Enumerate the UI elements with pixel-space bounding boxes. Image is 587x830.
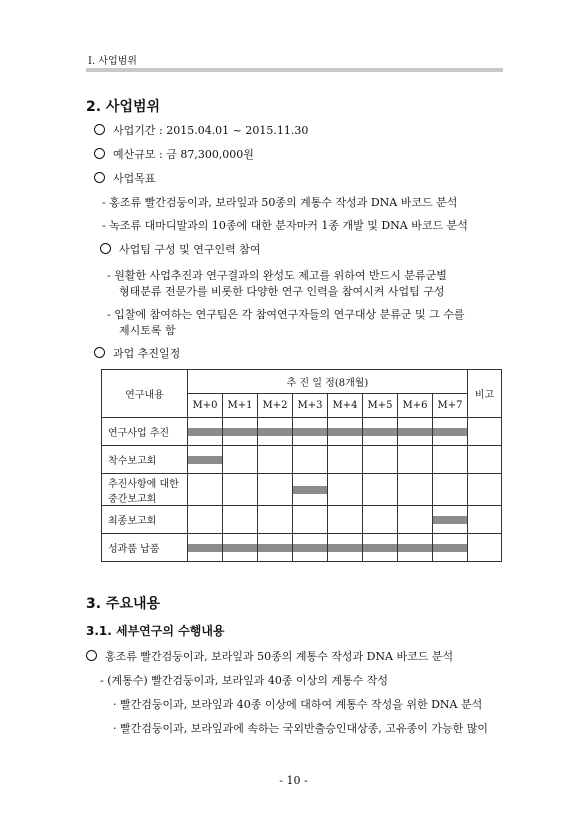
month-cell [328,418,363,446]
row-label: 최종보고회 [102,506,188,534]
month-cell [433,474,468,506]
note-cell [468,418,502,446]
month-header: M+2 [258,394,293,418]
month-cell [258,534,293,562]
month-cell [188,534,223,562]
schedule-row [102,534,502,562]
row-label: 추진사항에 대한 중간보고회 [102,474,188,506]
month-cell [188,506,223,534]
month-cell [293,506,328,534]
month-cell [363,534,398,562]
schedule-bar [363,544,397,552]
schedule-bar [258,544,292,552]
month-cell [223,418,258,446]
month-cell [258,446,293,474]
month-cell [398,534,433,562]
team-item: - 원활한 사업추진과 연구결과의 완성도 제고를 위하여 반드시 분류군별 [107,269,447,282]
goal-item: - 녹조류 대마디말과의 10종에 대한 분자마커 1종 개발 및 DNA 바코드 분석 [102,219,468,232]
month-cell [223,534,258,562]
schedule-bar [363,428,397,436]
col-header-content: 연구내용 [102,370,188,418]
month-cell [363,506,398,534]
circle-bullet-icon [86,650,97,661]
content-sub-item: - (계통수) 빨간검둥이과, 보라잎과 40종 이상의 계통수 작성 [100,674,389,687]
schedule-bar [223,428,257,436]
month-cell [328,506,363,534]
goal-label: 사업목표 [113,172,156,185]
page-number: - 10 - [279,774,308,787]
circle-bullet-icon [94,172,105,183]
schedule-bar [188,544,222,552]
schedule-body [102,418,502,562]
schedule-row [102,506,502,534]
month-header: M+1 [223,394,258,418]
section-3-title: 3. 주요내용 [86,596,161,612]
month-cell [188,474,223,506]
schedule-label-line [94,345,180,361]
month-header: M+3 [293,394,328,418]
month-header: M+6 [398,394,433,418]
goal-label-line [94,170,156,186]
schedule-bar [188,428,222,436]
schedule-bar [293,486,327,494]
month-cell [188,446,223,474]
circle-bullet-icon [100,243,111,254]
month-cell [398,446,433,474]
period-text: 사업기간 : 2015.04.01 ~ 2015.11.30 [113,124,309,137]
month-cell [293,446,328,474]
schedule-bar [398,428,432,436]
schedule-bar [328,428,362,436]
content-item-line [86,648,453,664]
content-bullet: · 빨간검둥이과, 보라잎과에 속하는 국외반출승인대상종, 고유종이 가능한 많이 [113,722,488,735]
circle-bullet-icon [94,124,105,135]
schedule-bar [398,544,432,552]
month-cell [328,474,363,506]
schedule-table [101,369,502,562]
month-cell [258,474,293,506]
schedule-bar [433,544,467,552]
period-line [94,122,308,138]
schedule-bar [328,544,362,552]
schedule-bar [293,428,327,436]
subsection-3-1-title: 3.1. 세부연구의 수행내용 [86,624,225,638]
section-2-title: 2. 사업범위 [86,99,161,115]
schedule-bar [293,544,327,552]
col-header-note: 비고 [468,370,502,418]
running-header: I. 사업범위 [88,56,137,67]
note-cell [468,474,502,506]
content-bullet: · 빨간검둥이과, 보라잎과 40종 이상에 대하여 계통수 작성을 위한 DNA 분석 [113,698,483,711]
month-cell [293,474,328,506]
month-cell [293,418,328,446]
schedule-bar [258,428,292,436]
note-cell [468,506,502,534]
goal-item: - 홍조류 빨간검둥이과, 보라잎과 50종의 계통수 작성과 DNA 바코드 분석 [102,196,458,209]
month-header: M+4 [328,394,363,418]
row-label: 연구사업 추진 [102,418,188,446]
note-cell [468,446,502,474]
month-header: M+0 [188,394,223,418]
circle-bullet-icon [94,148,105,159]
header-rule [86,68,503,72]
month-cell [363,418,398,446]
month-cell [433,534,468,562]
team-item: 형태분류 전문가를 비롯한 다양한 연구 인력을 참여시켜 사업팀 구성 [119,285,445,298]
month-cell [188,418,223,446]
month-cell [328,446,363,474]
month-cell [223,474,258,506]
month-cell [293,534,328,562]
schedule-label: 과업 추진일정 [113,347,181,360]
month-cell [398,418,433,446]
month-cell [433,418,468,446]
circle-bullet-icon [94,347,105,358]
month-cell [433,446,468,474]
row-label: 성과품 납품 [102,534,188,562]
month-cell [398,506,433,534]
schedule-bar [223,544,257,552]
month-cell [328,534,363,562]
team-item: 제시토록 함 [119,324,176,337]
content-item-text: 홍조류 빨간검둥이과, 보라잎과 50종의 계통수 작성과 DNA 바코드 분석 [105,650,454,663]
row-label: 착수보고회 [102,446,188,474]
month-cell [433,506,468,534]
month-cell [363,446,398,474]
schedule-bar [433,428,467,436]
month-cell [363,474,398,506]
month-header: M+5 [363,394,398,418]
note-cell [468,534,502,562]
budget-text: 예산규모 : 금 87,300,000원 [113,148,254,161]
month-cell [223,446,258,474]
team-item: - 입찰에 참여하는 연구팀은 각 참여연구자들의 연구대상 분류군 및 그 수를 [107,308,465,321]
month-cell [398,474,433,506]
schedule-row [102,474,502,506]
schedule-bar [188,456,222,464]
month-cell [258,506,293,534]
schedule-row [102,418,502,446]
schedule-row [102,446,502,474]
month-cell [223,506,258,534]
schedule-bar [433,516,467,524]
month-cell [258,418,293,446]
col-header-schedule: 추 진 일 정(8개월) [188,370,468,394]
team-label: 사업팀 구성 및 연구인력 참여 [119,243,261,256]
budget-line [94,146,254,162]
month-header: M+7 [433,394,468,418]
team-label-line [100,241,261,257]
